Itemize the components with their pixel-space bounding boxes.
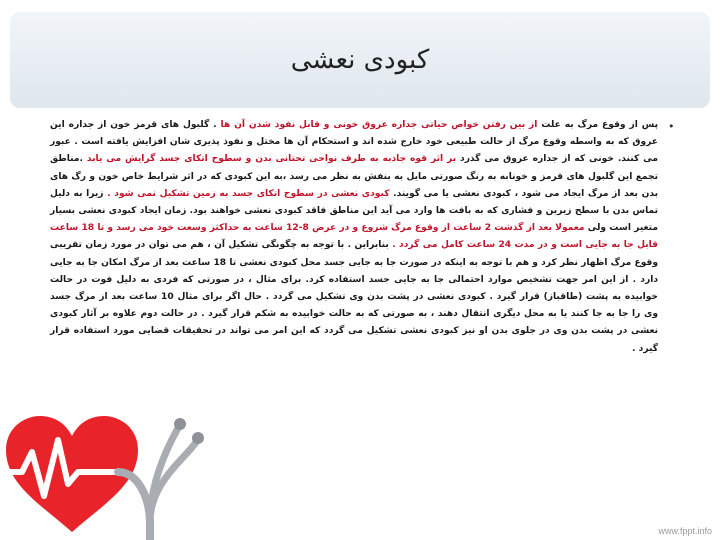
stethoscope-earpiece	[192, 432, 204, 444]
body-text-1: پس از وقوع مرگ به علت	[541, 120, 658, 130]
slide-title: کبودی نعشی	[290, 45, 430, 75]
stethoscope-binaurals	[150, 428, 196, 522]
heart-stethoscope-icon	[0, 372, 205, 540]
body-highlight-1: از بین رفتن خواص حیاتی جداره عروق خونی و قابل نفوذ شدن آن ها	[220, 120, 538, 130]
slide-body	[50, 117, 658, 358]
body-highlight-4: معمولا بعد از گذشت 2 ساعت از وقوع مرگ شروع و در عرض 8-12 ساعت به حداکثر وسعت خود می رسد و تا 18 ساعت قابل جا به جایی است و در مدت 24 ساعت کامل می گردد .	[50, 223, 658, 251]
stethoscope-earpiece	[174, 418, 186, 430]
body-highlight-2: بر اثر قوه جاذبه به طرف نواحی تحتانی بدن و سطوح اتکای جسد گرایش می یابد	[86, 154, 457, 165]
body-text-2: . گلبول های قرمز خون از جداره این عروق که به واسطه وقوع مرگ از حالت طبیعی خود خارج شده اند و استحکام آن ها مختل و نفوذ پذیری شان افزایش یافته است . عبور می کنند. خونی که از جداره عروق می گذرد	[50, 120, 658, 165]
bullet-mark: •	[668, 120, 675, 133]
body-text-5: بنابراین . با توجه به چگونگی تشکیل آن ، هم می توان در مورد زمان تقریبی وقوع مرگ اظهار نظر کرد و هم با توجه به اینکه در صورت جا به جایی جسد محل کبودی نعشی تا 18 ساعت بعد از مرگ امکان جا به جایی دارد . از این امر جهت تشخیص موارد احتمالی جا به جایی جسد استفاده کرد. برای مثال ، در صورتی که فردی به دلیل فوت در حالت خوابیده به پشت (طاقباز) قرار گیرد . کبودی نعشی در پشت بدن وی تشکیل می گردد . حال اگر برای مثال 10 ساعت بعد از مرگ جسد وی را جا به جا کنند یا به محل دیگری انتقال دهند ، به صورتی که به حالت خوابیده به شکم قرار گیرد . در حالت دوم علاوه بر آثار کبودی نعشی در پشت بدن وی در جلوی بدن او نیز کبودی نعشی تشکیل می گردد که این امر می تواند در تحقیقات قضایی مورد استفاده قرار گیرد .	[50, 240, 659, 354]
body-text-3: .مناطق تجمع این گلبول های قرمز و خونابه به رنگ صورتی مایل به بنفش به نظر می رسد ،به این کبودی که در اثر شرایط خاص خون و رگ های بدن بعد از مرگ ایجاد می شود ، کبودی نعشی یا می گویند.	[50, 154, 659, 199]
body-highlight-3: کبودی نعشی در سطوح اتکای جسد به زمین تشکیل نمی شود .	[107, 188, 390, 199]
body-text-4: زیرا به دلیل تماس بدن با سطح زیرین و فشاری که به بافت ها وارد می آید این مناطق فاقد کبودی نعشی خواهند بود. زمان ایجاد کبودی نعشی بسیار متغیر است ولی	[50, 188, 659, 234]
footer-url: www.fppt.info	[658, 526, 712, 536]
